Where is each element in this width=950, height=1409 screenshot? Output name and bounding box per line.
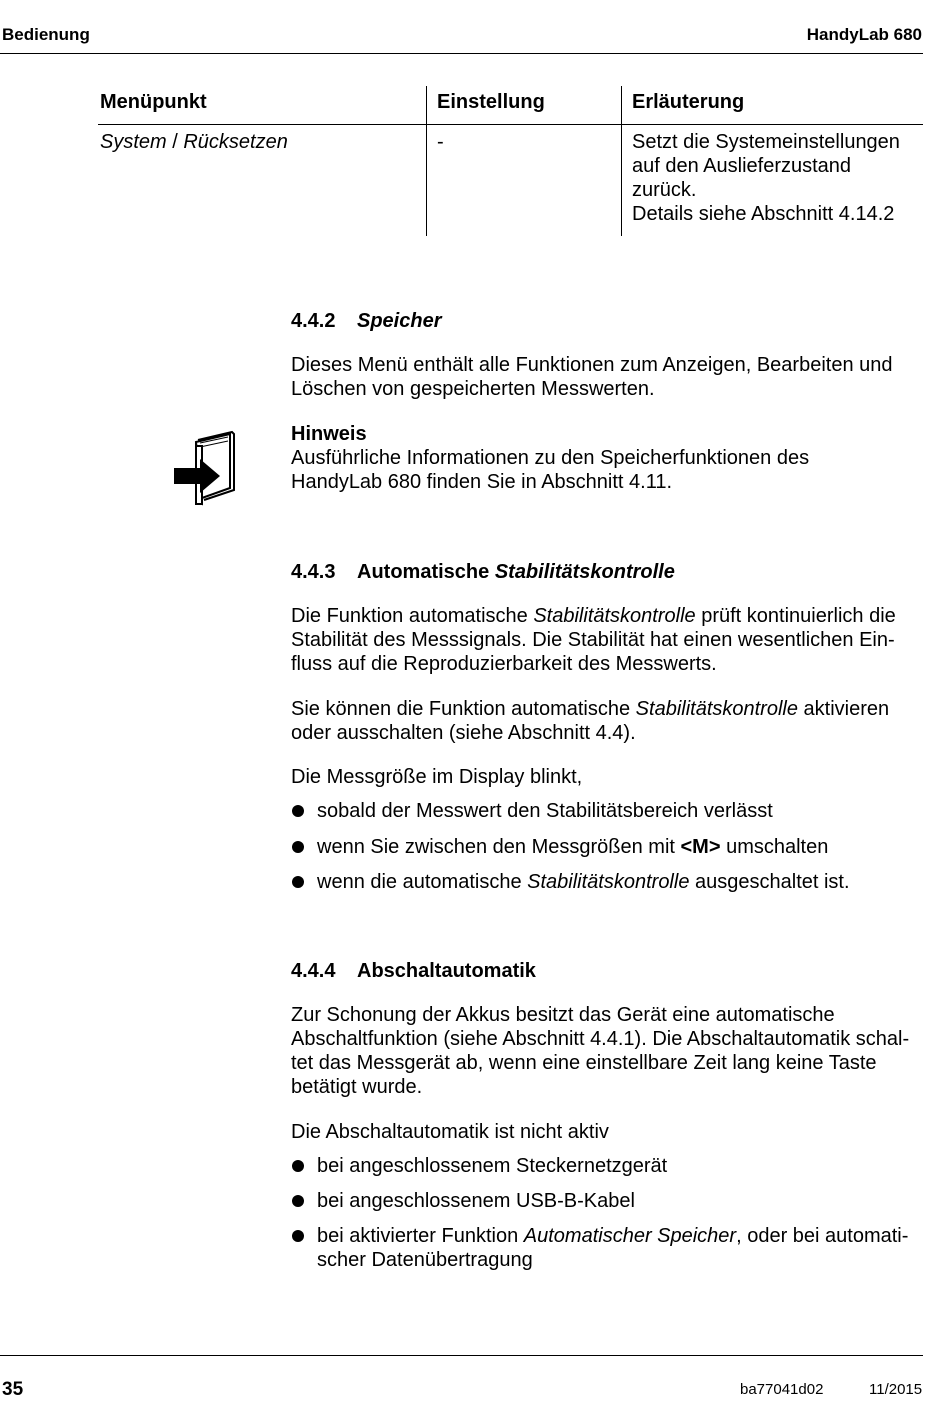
- text-span: bei aktivierter Funktion: [317, 1225, 524, 1247]
- table-column-divider: [621, 86, 622, 236]
- header-right: HandyLab 680: [806, 25, 922, 44]
- list-item-text: [317, 835, 931, 859]
- text-span-italic: Stabilitätskontrolle: [635, 698, 798, 720]
- section-title: Abschaltautomatik: [357, 960, 536, 982]
- list-item-text: bei angeschlossenem Steckernetzgerät: [317, 1155, 668, 1177]
- table-header-einstellung: Einstellung: [437, 91, 545, 113]
- explanation-line: Details siehe Abschnitt 4.14.2: [632, 203, 895, 225]
- text-line: betätigt wurde.: [291, 1076, 423, 1098]
- key-label: <M>: [680, 836, 721, 858]
- text-span-italic: Automatischer Speicher: [523, 1225, 737, 1247]
- text-line: tet das Messgerät ab, wenn eine einstellbare Zeit lang keine Taste: [291, 1052, 877, 1074]
- table-header-menupunkt: Menüpunkt: [100, 91, 207, 113]
- section-title: Speicher: [357, 310, 442, 332]
- table-cell-einstellung: -: [437, 131, 444, 153]
- list-item-text: sobald der Messwert den Stabilitätsbereich verlässt: [317, 800, 773, 822]
- text-span: wenn die automatische: [317, 871, 528, 893]
- book-arrow-icon: [170, 428, 242, 508]
- list-item-text: [317, 1224, 931, 1272]
- text-span: Sie können die Funktion automatische: [291, 698, 636, 720]
- text-line: [291, 604, 931, 628]
- paragraph-abschalt-1: [291, 1003, 931, 1099]
- menu-system: System: [100, 131, 167, 153]
- text-line: Abschaltfunktion (siehe Abschnitt 4.4.1). Die Abschaltautomatik schal-: [291, 1028, 910, 1050]
- text-line: Dieses Menü enthält alle Funktionen zum Anzeigen, Bearbeiten und: [291, 354, 893, 376]
- footer-rule: [0, 1355, 923, 1356]
- explanation-line: auf den Auslieferzustand: [632, 155, 852, 177]
- list-item-text: bei angeschlossenem USB-B-Kabel: [317, 1190, 635, 1212]
- bullet-icon: [292, 805, 304, 817]
- bullet-icon: [292, 1195, 304, 1207]
- paragraph-stabilitaet-3: Die Messgröße im Display blinkt,: [291, 766, 583, 788]
- table-header-rule: [98, 124, 923, 125]
- note-box: [291, 422, 931, 494]
- document-date: 11/2015: [869, 1381, 923, 1398]
- bullet-icon: [292, 841, 304, 853]
- text-line: scher Datenübertragung: [317, 1249, 533, 1271]
- menu-separator: /: [166, 131, 184, 153]
- section-title-italic: Stabilitätskontrolle: [494, 561, 675, 583]
- paragraph-speicher: [291, 353, 931, 401]
- text-line: Zur Schonung der Akkus besitzt das Gerät eine automatische: [291, 1004, 835, 1026]
- text-span-italic: Stabilitätskontrolle: [527, 871, 690, 893]
- text-span: ausgeschaltet ist.: [689, 871, 850, 893]
- page-number: 35: [2, 1379, 24, 1400]
- text-line: Löschen von gespeicherten Messwerten.: [291, 378, 655, 400]
- text-line: Ausführliche Informationen zu den Speicherfunktionen des: [291, 447, 810, 469]
- section-heading-stabilitaetskontrolle: [291, 561, 675, 584]
- document-id: ba77041d02: [740, 1381, 824, 1398]
- section-number: 4.4.4: [291, 960, 336, 982]
- text-span: Die Funktion automatische: [291, 605, 534, 627]
- text-line: Stabilität des Messsignals. Die Stabilität hat einen wesentlichen Ein-: [291, 629, 895, 651]
- list-item-text: [317, 870, 931, 894]
- text-span-italic: Stabilitätskontrolle: [533, 605, 696, 627]
- text-span: wenn Sie zwischen den Messgrößen mit: [317, 836, 681, 858]
- text-line: HandyLab 680 finden Sie in Abschnitt 4.11.: [291, 471, 673, 493]
- table-header-erlaeuterung: Erläuterung: [632, 91, 745, 113]
- text-span: aktivieren: [797, 698, 890, 720]
- explanation-line: zurück.: [632, 179, 697, 201]
- header-rule: [0, 53, 923, 54]
- section-number: 4.4.3: [291, 561, 336, 583]
- table-cell-menupunkt: [100, 130, 288, 154]
- bullet-icon: [292, 876, 304, 888]
- table-column-divider: [426, 86, 427, 236]
- section-number: 4.4.2: [291, 310, 336, 332]
- paragraph-stabilitaet-1: [291, 604, 931, 676]
- section-heading-speicher: [291, 310, 441, 333]
- bullet-icon: [292, 1160, 304, 1172]
- text-line: fluss auf die Reproduzierbarkeit des Messwerts.: [291, 653, 717, 675]
- section-heading-abschaltautomatik: [291, 960, 536, 983]
- table-cell-erlaeuterung: [632, 130, 932, 226]
- paragraph-stabilitaet-2: [291, 697, 931, 745]
- paragraph-abschalt-2: Die Abschaltautomatik ist nicht aktiv: [291, 1121, 609, 1143]
- header-left: Bedienung: [2, 25, 90, 44]
- text-line: [317, 1225, 908, 1247]
- note-title: Hinweis: [291, 423, 367, 445]
- explanation-line: Setzt die Systemeinstellungen: [632, 131, 900, 153]
- bullet-icon: [292, 1230, 304, 1242]
- text-line: [291, 697, 931, 721]
- text-span: , oder bei automati-: [736, 1225, 909, 1247]
- section-title: Automatische: [357, 561, 495, 583]
- menu-ruecksetzen: Rücksetzen: [183, 131, 288, 153]
- text-line: oder ausschalten (siehe Abschnitt 4.4).: [291, 722, 636, 744]
- text-span: prüft kontinuierlich die: [695, 605, 896, 627]
- text-span: umschalten: [720, 836, 829, 858]
